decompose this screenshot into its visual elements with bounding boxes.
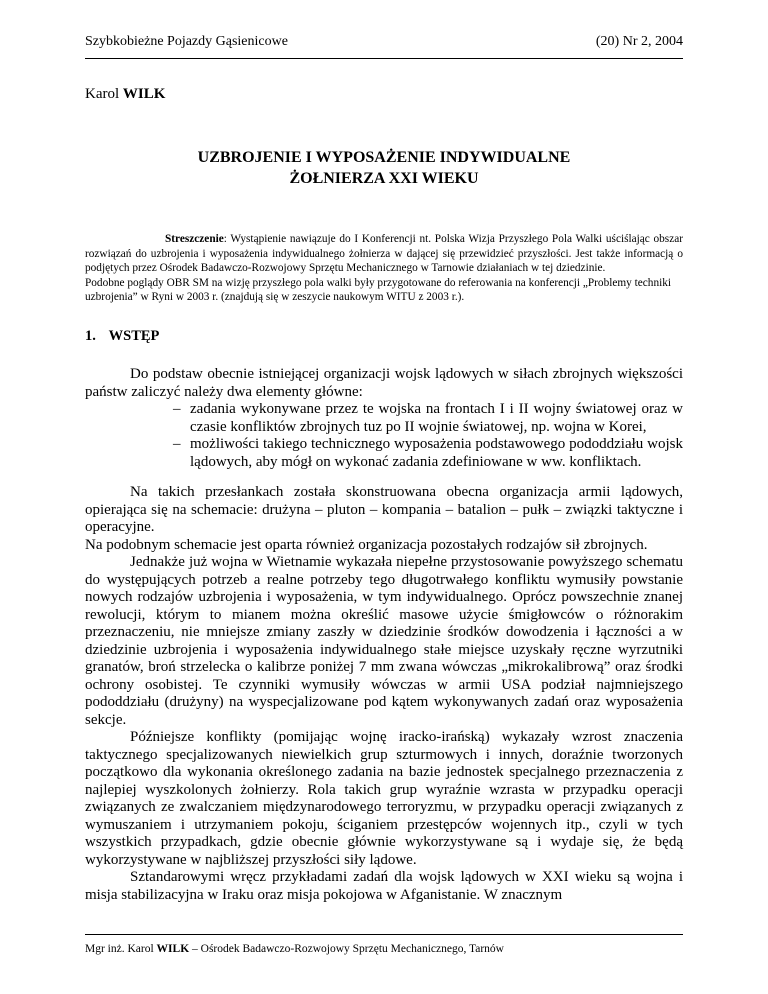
footnote-affiliation: – Ośrodek Badawczo-Rozwojowy Sprzętu Mechanicznego, Tarnów <box>189 943 504 955</box>
paragraph-4: Jednakże już wojna w Wietnamie wykazała niepełne przystosowanie powyższego schematu do występujących potrzeb a realne potrzeby tego długotrwałego konfliktu wymusiły powstanie nowych rodzajów uzbrojenia i wyposażenia, w tym indywidualnego. Oprócz powszechnie znanej rewolucji, którym to mianem można określić masowe użycie śmigłowców o różnorakim przeznaczeniu, nie mniejsze zmiany zaszły w dziedzinie środków dowodzenia i łączności a w dziedzinie uzbrojenia i wyposażenia indywidualnego stałe miejsce uzyskały ręczne wyrzutniki granatów, broń strzelecka o kalibrze poniżej 7 mm zwana wówczas „mikrokalibrową” oraz środki ochrony osobistej. Te czynniki wymusiły wówczas w armii USA podział najmniejszego pododdziału (drużyny) na wyspecjalizowane pod kątem wykonywanych zadań oraz wyposażenia sekcje. <box>85 554 683 728</box>
paragraph-5: Późniejsze konflikty (pomijając wojnę iracko-irańską) wykazały wzrost znaczenia taktycznego specjalizowanych niewielkich grup szturmowych i innych, doraźnie tworzonych początkowo dla wykonania określonego zadania na bazie jednostek specjalnego przeznaczenia z najlepiej wyszkolonych żołnierzy. Rola takich grup wyraźnie wzrasta w przypadku operacji związanych ze zwalczaniem międzynarodowego terroryzmu, w przypadku operacji związanych z wymuszaniem i utrzymaniem pokoju, ściganiem przestępców wojennych itp., czyli w tych wszystkich przypadkach, gdzie obecnie głównie wykorzystywane są i wydaje się, że będą wykorzystywane w najbliższej przyszłości siły lądowe. <box>85 729 683 868</box>
title-line-1: UZBROJENIE I WYPOSAŻENIE INDYWIDUALNE <box>197 149 571 166</box>
section-title: WSTĘP <box>108 328 160 344</box>
author-line <box>85 86 165 103</box>
section-heading <box>85 328 159 345</box>
bullet-list <box>85 401 683 471</box>
paragraph-3: Na podobnym schemacie jest oparta również organizacja pozostałych rodzajów sił zbrojnych. <box>85 536 648 553</box>
footnote <box>85 934 683 955</box>
abstract-text-1: : Wystąpienie nawiązuje do I Konferencji nt. Polska Wizja Przyszłego Pola Walki uściślając obszar rozwiązań do uzbrojenia i wyposażenia indywidualnego żołnierza w dającej się przewidzieć przyszłości. Jest także informacją o podjętych przez Ośrodek Badawczo-Rozwojowy Sprzętu Mechanicznego w Tarnowie działaniach w tej dziedzinie. <box>85 233 683 274</box>
paragraph-1: Do podstaw obecnie istniejącej organizacji wojsk lądowych w siłach zbrojnych większości państw zaliczyć należy dwa elementy główne: <box>85 366 683 400</box>
paragraph-2: Na takich przesłankach została skonstruowana obecna organizacja armii lądowych, opierająca się na schemacie: drużyna – pluton – kompania – batalion – pułk – związki taktyczne i operacyjne. <box>85 484 683 535</box>
abstract-paragraph <box>85 232 683 276</box>
abstract-label: Streszczenie <box>165 233 224 245</box>
section-number: 1. <box>85 328 96 344</box>
title-line-2: ŻOŁNIERZA XXI WIEKU <box>289 170 479 187</box>
issue-number: (20) Nr 2, 2004 <box>595 34 683 49</box>
running-header <box>85 34 683 59</box>
author-last-name: WILK <box>122 86 166 102</box>
bullet-item-1: – zadania wykonywane przez te wojska na frontach I i II wojny światowej oraz w czasie konfliktów zbrojnych tuz po II wojnie światowej, np. wojna w Korei, <box>145 401 683 436</box>
bullet-item-2: – możliwości takiego technicznego wyposażenia podstawowego pododdziału wojsk lądowych, aby mógł on wykonać zadania zdefiniowane w ww. konfliktach. <box>145 436 683 471</box>
paragraph-6: Sztandarowymi wręcz przykładami zadań dla wojsk lądowych w XXI wieku są wojna i misja stabilizacyjna w Iraku oraz misja pokojowa w Afganistanie. W znacznym <box>85 869 683 903</box>
abstract <box>85 232 683 305</box>
paper-title <box>85 147 683 189</box>
abstract-text-2: Podobne poglądy OBR SM na wizję przyszłego pola walki były przygotowane do referowania na konferencji „Problemy techniki uzbrojenia” w Ryni w 2003 r. (znajdują się w zeszycie naukowym WITU z 2003 r.). <box>85 276 672 303</box>
journal-name: Szybkobieżne Pojazdy Gąsienicowe <box>85 34 288 49</box>
spacer <box>85 471 683 484</box>
footnote-name: WILK <box>156 943 190 955</box>
author-first-name: Karol <box>85 86 120 102</box>
footnote-prefix: Mgr inż. Karol <box>85 943 157 955</box>
body-text <box>85 366 683 904</box>
